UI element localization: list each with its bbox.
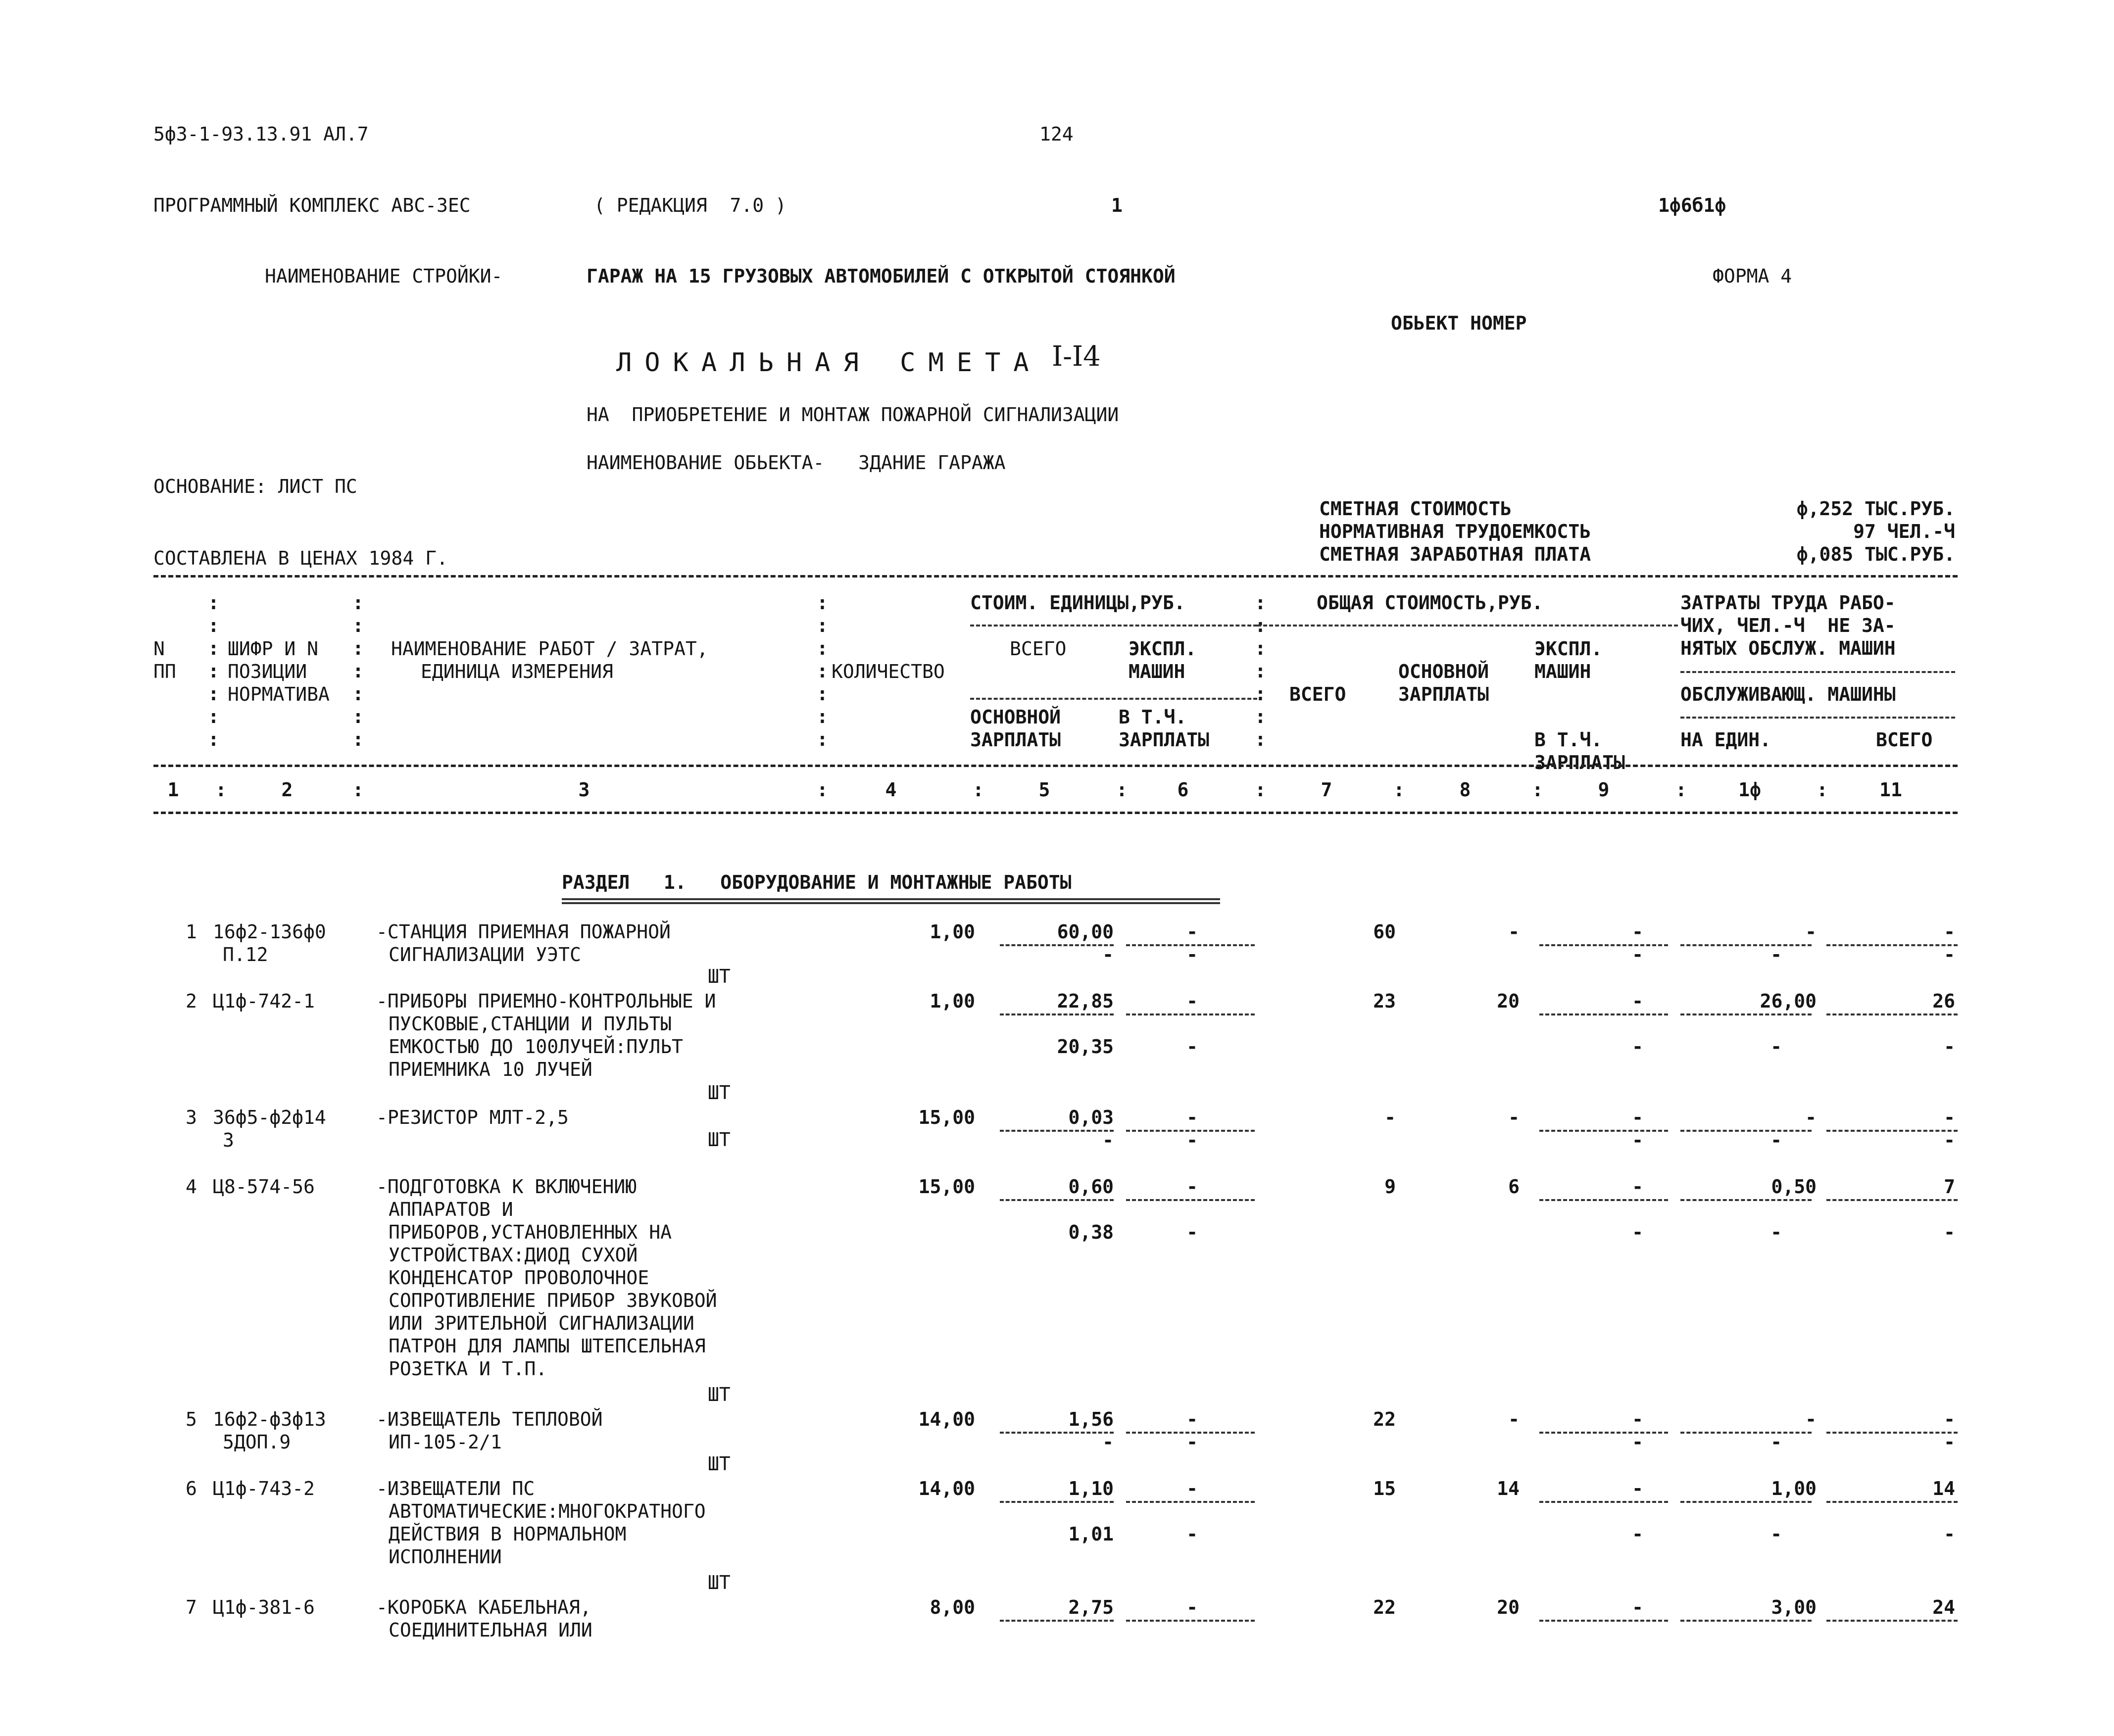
column-number-separators: :	[973, 779, 984, 801]
col-no-header: N ПП	[153, 638, 176, 682]
row-labor-total-incl: -	[1944, 1431, 1955, 1453]
row-quantity: 1,00	[930, 921, 975, 943]
col-incl-header: В Т.Ч. ЗАРПЛАТЫ	[1534, 729, 1625, 773]
row-subdivider	[1539, 1620, 1668, 1622]
header-divider	[1257, 625, 1678, 627]
row-name: СИГНАЛИЗАЦИИ УЭТС	[389, 944, 581, 965]
row-subdivider	[1539, 1501, 1668, 1503]
header-separators: : : : : : : :	[1255, 592, 1266, 750]
column-number-separators: :	[352, 779, 364, 801]
row-code: 16ф2-ф3ф13	[213, 1408, 326, 1430]
column-number: 5	[1038, 779, 1050, 801]
row-machines: -	[1632, 921, 1643, 943]
summary-value: 97 ЧЕЛ.-Ч	[1853, 521, 1955, 542]
row-unit-wage: 0,38	[1068, 1221, 1114, 1243]
row-unit: ШТ	[708, 1384, 731, 1405]
row-unit-cost: 60,00	[1057, 921, 1114, 943]
row-name: -КОРОБКА КАБЕЛЬНАЯ,	[376, 1596, 591, 1618]
row-labor-unit-incl: -	[1770, 1523, 1782, 1545]
row-wage: -	[1508, 1107, 1520, 1128]
row-code: 36ф5-ф2ф14	[213, 1107, 326, 1128]
row-total: 9	[1384, 1176, 1396, 1198]
column-number: 6	[1177, 779, 1189, 801]
row-machines-incl: -	[1632, 944, 1643, 965]
row-subdivider	[1539, 1432, 1668, 1434]
row-code: Ц8-574-56	[213, 1176, 315, 1198]
row-machines-incl: -	[1632, 1431, 1643, 1453]
row-number: 1	[186, 921, 197, 943]
col-labor-header: ЗАТРАТЫ ТРУДА РАБО- ЧИХ, ЧЕЛ.-Ч НЕ ЗА- НЯТЫХ ОБСЛУЖ. МАШИН	[1680, 592, 1896, 659]
row-quantity: 14,00	[918, 1478, 975, 1499]
row-labor-total-incl: -	[1944, 1523, 1955, 1545]
row-subdivider	[1000, 1620, 1114, 1622]
row-name: ИП-105-2/1	[389, 1431, 502, 1453]
row-machines-incl: -	[1632, 1129, 1643, 1151]
row-unit-machines: -	[1186, 1107, 1198, 1128]
row-labor-unit: 26,00	[1760, 990, 1817, 1012]
construction-label: НАИМЕНОВАНИЕ СТРОЙКИ-	[265, 265, 503, 287]
price-base: СОСТАВЛЕНА В ЦЕНАХ 1984 Г.	[153, 547, 448, 569]
row-labor-unit: -	[1805, 1107, 1817, 1128]
row-name: КОНДЕНСАТОР ПРОВОЛОЧНОЕ	[389, 1267, 649, 1289]
column-number: 4	[885, 779, 897, 801]
column-number: 9	[1598, 779, 1610, 801]
row-name: ЕМКОСТЬЮ ДО 100ЛУЧЕЙ:ПУЛЬТ	[389, 1036, 683, 1058]
row-machines: -	[1632, 990, 1643, 1012]
column-number-separators: :	[1675, 779, 1687, 801]
row-subdivider	[1680, 1501, 1812, 1503]
header-divider	[1680, 671, 1955, 673]
row-quantity: 14,00	[918, 1408, 975, 1430]
row-labor-unit: 3,00	[1771, 1596, 1817, 1618]
row-labor-total: 14	[1932, 1478, 1955, 1499]
section-title: РАЗДЕЛ 1. ОБОРУДОВАНИЕ И МОНТАЖНЫЕ РАБОТЫ	[562, 871, 1072, 893]
row-name: УСТРОЙСТВАХ:ДИОД СУХОЙ	[389, 1244, 638, 1266]
col-unit-wage-header: ОСНОВНОЙ ЗАРПЛАТЫ	[970, 706, 1061, 751]
row-unit-cost: 1,56	[1068, 1408, 1114, 1430]
document-code: 5ф3-1-93.13.91 АЛ.7	[153, 123, 369, 145]
row-machines-incl: -	[1632, 1036, 1643, 1058]
row-subdivider	[1126, 1620, 1255, 1622]
row-subdivider	[1126, 1199, 1255, 1201]
row-subdivider	[1000, 1199, 1114, 1201]
row-name: ПРИБОРОВ,УСТАНОВЛЕННЫХ НА	[389, 1221, 672, 1243]
row-quantity: 15,00	[918, 1107, 975, 1128]
row-unit-incl: -	[1186, 1431, 1198, 1453]
page-number: 124	[1039, 123, 1074, 145]
col-name-header: НАИМЕНОВАНИЕ РАБОТ / ЗАТРАТ, ЕДИНИЦА ИЗМЕРЕНИЯ	[391, 638, 708, 682]
row-machines: -	[1632, 1176, 1643, 1198]
header-separators: : : : : : : :	[817, 592, 828, 750]
row-subdivider	[1826, 1013, 1958, 1015]
row-number: 3	[186, 1107, 197, 1128]
col-labor-unit-header: НА ЕДИН.	[1680, 729, 1771, 751]
row-number: 6	[186, 1478, 197, 1499]
row-labor-unit-incl: -	[1770, 1431, 1782, 1453]
row-name: ИЛИ ЗРИТЕЛЬНОЙ СИГНАЛИЗАЦИИ	[389, 1312, 694, 1334]
col-unit-incl-header: В Т.Ч. ЗАРПЛАТЫ	[1119, 706, 1210, 751]
row-subdivider	[1126, 1013, 1255, 1015]
row-subdivider	[1680, 1013, 1812, 1015]
row-labor-total: 24	[1932, 1596, 1955, 1618]
row-subdivider	[1539, 944, 1668, 946]
row-labor-total-incl: -	[1944, 1129, 1955, 1151]
row-unit-wage: -	[1102, 1129, 1114, 1151]
object-name: НАИМЕНОВАНИЕ ОБЬЕКТА- ЗДАНИЕ ГАРАЖА	[587, 452, 1006, 474]
row-labor-total: 26	[1932, 990, 1955, 1012]
column-number: 7	[1321, 779, 1332, 801]
row-unit-cost: 2,75	[1068, 1596, 1114, 1618]
column-number-separators: :	[215, 779, 227, 801]
column-numbers-bottom-rule	[153, 812, 1958, 814]
row-labor-total: -	[1944, 921, 1955, 943]
row-unit-incl: -	[1186, 1221, 1198, 1243]
summary-value: ф,252 ТЫС.РУБ.	[1796, 498, 1955, 520]
column-number-separators: :	[1393, 779, 1405, 801]
row-code: 3	[223, 1129, 234, 1151]
col-code-header: ШИФР И N ПОЗИЦИИ НОРМАТИВА	[228, 638, 330, 705]
row-unit-machines: -	[1186, 1478, 1198, 1499]
column-number: 3	[578, 779, 590, 801]
row-name: ПУСКОВЫЕ,СТАНЦИИ И ПУЛЬТЫ	[389, 1013, 672, 1035]
row-unit-wage: 1,01	[1068, 1523, 1114, 1545]
row-machines-incl: -	[1632, 1221, 1643, 1243]
row-name: -РЕЗИСТОР МЛТ-2,5	[376, 1107, 569, 1128]
row-unit-cost: 22,85	[1057, 990, 1114, 1012]
row-name: АВТОМАТИЧЕСКИЕ:МНОГОКРАТНОГО	[389, 1500, 706, 1522]
row-unit: ШТ	[708, 965, 731, 987]
row-name: СОЕДИНИТЕЛЬНАЯ ИЛИ	[389, 1619, 592, 1641]
row-name: РОЗЕТКА И Т.П.	[389, 1358, 547, 1380]
col-total-header: ВСЕГО	[1289, 683, 1346, 705]
document-title: ЛОКАЛЬНАЯ СМЕТА	[616, 348, 1042, 378]
row-name: ИСПОЛНЕНИИ	[389, 1546, 502, 1568]
summary-value: ф,085 ТЫС.РУБ.	[1796, 543, 1955, 565]
row-labor-unit-incl: -	[1770, 944, 1782, 965]
column-number-separators: :	[1255, 779, 1266, 801]
column-number-separators: :	[1116, 779, 1128, 801]
form-number: ФОРМА 4	[1713, 265, 1792, 287]
col-unit-machines-header: ЭКСПЛ. МАШИН	[1129, 638, 1197, 682]
row-wage: -	[1508, 1408, 1520, 1430]
column-number-separators: :	[1532, 779, 1543, 801]
row-name: ПАТРОН ДЛЯ ЛАМПЫ ШТЕПСЕЛЬНАЯ	[389, 1335, 706, 1357]
row-labor-unit: -	[1805, 921, 1817, 943]
row-subdivider	[1000, 1013, 1114, 1015]
row-unit-wage: 20,35	[1057, 1036, 1114, 1058]
estimate-purpose: НА ПРИОБРЕТЕНИЕ И МОНТАЖ ПОЖАРНОЙ СИГНАЛИЗАЦИИ	[587, 404, 1119, 426]
row-name: -ИЗВЕЩАТЕЛЬ ТЕПЛОВОЙ	[376, 1408, 603, 1430]
row-unit-wage: -	[1102, 1431, 1114, 1453]
row-number: 5	[186, 1408, 197, 1430]
row-code: 5ДОП.9	[223, 1431, 291, 1453]
row-unit-machines: -	[1186, 1176, 1198, 1198]
row-labor-total: -	[1944, 1107, 1955, 1128]
row-unit-incl: -	[1186, 1036, 1198, 1058]
column-number: 1	[167, 779, 179, 801]
basis: ОСНОВАНИЕ: ЛИСТ ПС	[153, 476, 357, 497]
row-quantity: 1,00	[930, 990, 975, 1012]
row-subdivider	[1826, 1199, 1958, 1201]
row-machines: -	[1632, 1478, 1643, 1499]
row-name: ПРИЕМНИКА 10 ЛУЧЕЙ	[389, 1059, 592, 1080]
row-unit-machines: -	[1186, 1596, 1198, 1618]
row-wage: 6	[1508, 1176, 1520, 1198]
row-labor-total: 7	[1944, 1176, 1955, 1198]
row-machines: -	[1632, 1107, 1643, 1128]
row-code: П.12	[223, 944, 268, 965]
row-subdivider	[1126, 1501, 1255, 1503]
header-separators: : : : : : : :	[352, 592, 364, 750]
column-number: 11	[1879, 779, 1902, 801]
row-number: 7	[186, 1596, 197, 1618]
row-code: Ц1ф-743-2	[213, 1478, 315, 1499]
row-unit: ШТ	[708, 1129, 731, 1151]
row-name: -СТАНЦИЯ ПРИЕМНАЯ ПОЖАРНОЙ	[376, 921, 671, 943]
row-total: 22	[1373, 1408, 1396, 1430]
column-number: 8	[1459, 779, 1471, 801]
summary-label: СМЕТНАЯ ЗАРАБОТНАЯ ПЛАТА	[1319, 543, 1591, 565]
col-qty-header: КОЛИЧЕСТВО	[832, 661, 945, 682]
row-code: 16ф2-136ф0	[213, 921, 326, 943]
row-total: 15	[1373, 1478, 1396, 1499]
row-labor-unit: 0,50	[1771, 1176, 1817, 1198]
row-total: -	[1384, 1107, 1396, 1128]
row-code: Ц1ф-381-6	[213, 1596, 315, 1618]
table-top-rule	[153, 575, 1958, 578]
row-subdivider	[1826, 1620, 1958, 1622]
row-machines: -	[1632, 1408, 1643, 1430]
program-name: ПРОГРАММНЫЙ КОМПЛЕКС АВС-3ЕС	[153, 194, 471, 216]
row-wage: 20	[1497, 990, 1520, 1012]
col-wage-header: ОСНОВНОЙ ЗАРПЛАТЫ	[1398, 661, 1489, 705]
row-name: -ПОДГОТОВКА К ВКЛЮЧЕНИЮ	[376, 1176, 637, 1198]
row-unit-machines: -	[1186, 990, 1198, 1012]
row-labor-total-incl: -	[1944, 1221, 1955, 1243]
row-number: 4	[186, 1176, 197, 1198]
row-labor-unit: -	[1805, 1408, 1817, 1430]
header-divider	[1680, 717, 1955, 719]
row-labor-total-incl: -	[1944, 944, 1955, 965]
construction-name: ГАРАЖ НА 15 ГРУЗОВЫХ АВТОМОБИЛЕЙ С ОТКРЫТОЙ СТОЯНКОЙ	[587, 265, 1176, 287]
column-number-separators: :	[817, 779, 828, 801]
row-unit: ШТ	[708, 1572, 731, 1593]
header-separators: : : : : : : :	[208, 592, 219, 750]
row-unit: ШТ	[708, 1082, 731, 1104]
program-edition: ( РЕДАКЦИЯ 7.0 )	[594, 194, 787, 216]
column-number: 1ф	[1738, 779, 1761, 801]
summary-label: СМЕТНАЯ СТОИМОСТЬ	[1319, 498, 1512, 520]
row-name: АППАРАТОВ И	[389, 1199, 513, 1220]
row-labor-total-incl: -	[1944, 1036, 1955, 1058]
row-unit-machines: -	[1186, 1408, 1198, 1430]
row-unit-incl: -	[1186, 1523, 1198, 1545]
col-labor-total-header: ВСЕГО	[1876, 729, 1933, 751]
row-name: -ПРИБОРЫ ПРИЕМНО-КОНТРОЛЬНЫЕ И	[376, 990, 716, 1012]
row-unit-wage: -	[1102, 944, 1114, 965]
row-total: 60	[1373, 921, 1396, 943]
row-subdivider	[1000, 1501, 1114, 1503]
row-total: 23	[1373, 990, 1396, 1012]
header-bottom-rule	[153, 765, 1958, 767]
col-machines-header: ЭКСПЛ. МАШИН	[1534, 638, 1603, 682]
row-name: СОПРОТИВЛЕНИЕ ПРИБОР ЗВУКОВОЙ	[389, 1290, 717, 1311]
row-unit-cost: 0,60	[1068, 1176, 1114, 1198]
column-number: 2	[281, 779, 293, 801]
row-unit-incl: -	[1186, 1129, 1198, 1151]
row-labor-unit-incl: -	[1770, 1129, 1782, 1151]
row-machines: -	[1632, 1596, 1643, 1618]
row-unit: ШТ	[708, 1453, 731, 1475]
row-total: 22	[1373, 1596, 1396, 1618]
row-subdivider	[1539, 1013, 1668, 1015]
estimate-number: I-I4	[1052, 340, 1101, 373]
row-quantity: 15,00	[918, 1176, 975, 1198]
row-quantity: 8,00	[930, 1596, 975, 1618]
col-unit-cost-header: СТОИМ. ЕДИНИЦЫ,РУБ.	[970, 592, 1185, 614]
sheet-number: 1	[1111, 194, 1123, 216]
row-code: Ц1ф-742-1	[213, 990, 315, 1012]
row-subdivider	[1680, 1620, 1812, 1622]
col-total-cost-header: ОБЩАЯ СТОИМОСТЬ,РУБ.	[1317, 592, 1543, 614]
row-labor-total: -	[1944, 1408, 1955, 1430]
row-unit-cost: 1,10	[1068, 1478, 1114, 1499]
summary-label: НОРМАТИВНАЯ ТРУДОЕМКОСТЬ	[1319, 521, 1591, 542]
row-machines-incl: -	[1632, 1523, 1643, 1545]
row-unit-cost: 0,03	[1068, 1107, 1114, 1128]
row-labor-unit: 1,00	[1771, 1478, 1817, 1499]
header-divider	[970, 698, 1257, 700]
row-wage: 14	[1497, 1478, 1520, 1499]
row-subdivider	[1826, 1501, 1958, 1503]
object-number: ОБЬЕКТ НОМЕР	[1391, 312, 1527, 334]
row-subdivider	[1539, 1130, 1668, 1132]
row-wage: -	[1508, 921, 1520, 943]
column-number-separators: :	[1817, 779, 1828, 801]
row-subdivider	[1680, 1199, 1812, 1201]
row-labor-unit-incl: -	[1770, 1036, 1782, 1058]
document-id: 1ф6б1ф	[1658, 194, 1726, 216]
row-labor-unit-incl: -	[1770, 1221, 1782, 1243]
row-name: ДЕЙСТВИЯ В НОРМАЛЬНОМ	[389, 1523, 627, 1545]
row-number: 2	[186, 990, 197, 1012]
col-labor-machines-header: ОБСЛУЖИВАЮЩ. МАШИНЫ	[1680, 683, 1896, 705]
row-unit-machines: -	[1186, 921, 1198, 943]
row-wage: 20	[1497, 1596, 1520, 1618]
row-unit-incl: -	[1186, 944, 1198, 965]
row-subdivider	[1539, 1199, 1668, 1201]
col-unit-total-header: ВСЕГО	[1010, 638, 1067, 660]
row-name: -ИЗВЕЩАТЕЛИ ПС	[376, 1478, 535, 1499]
section-underline	[562, 898, 1220, 904]
header-divider	[970, 625, 1257, 627]
